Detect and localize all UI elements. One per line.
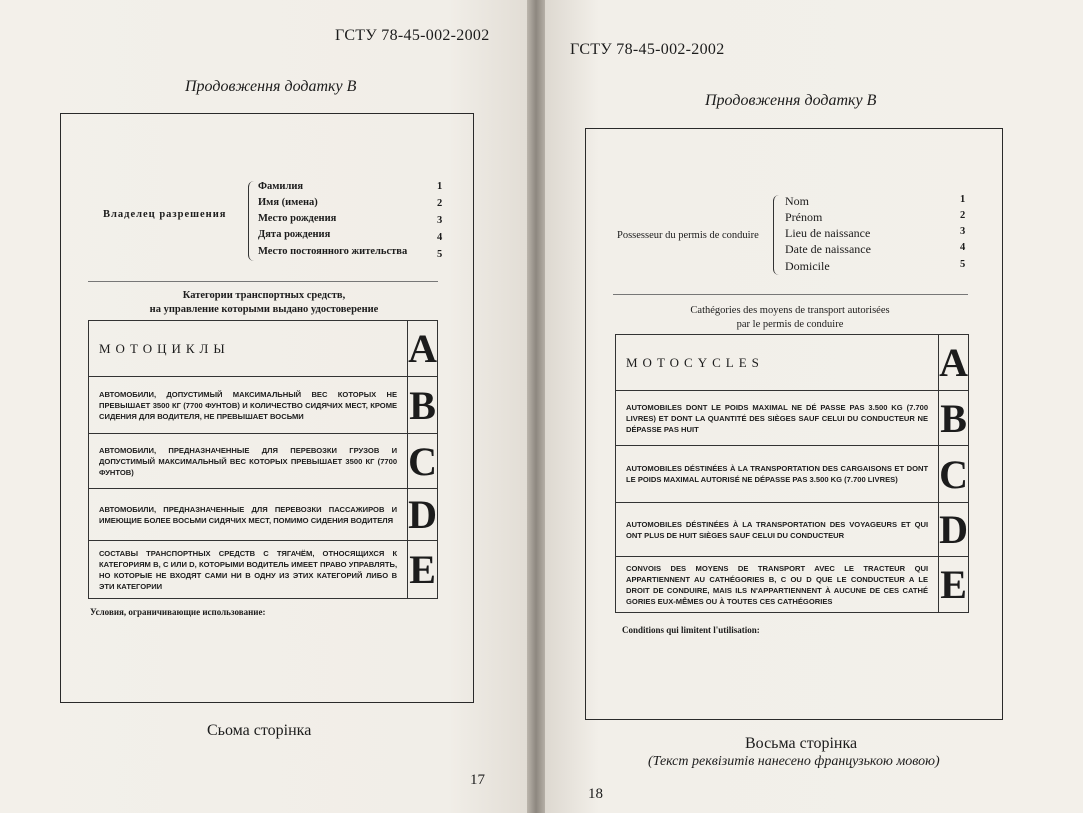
right-fields-brace xyxy=(773,195,779,275)
category-description: MOTOCYCLES xyxy=(616,335,939,391)
category-letter: B xyxy=(939,391,969,446)
right-field-number: 3 xyxy=(960,226,966,237)
left-categories-title-line1: Категории транспортных средств, xyxy=(182,290,346,301)
book-gutter xyxy=(527,0,545,813)
category-description: АВТОМОБИЛИ, ПРЕДНАЗНАЧЕННЫЕ ДЛЯ ПЕРЕВОЗКИ ГРУЗОВ И ДОПУСТИМЫЙ МАКСИМАЛЬНЫЙ ВЕС КОТОРЫХ ПРЕВЫШАЕТ 3500 КГ (7700 ФУНТОВ) xyxy=(89,434,408,489)
category-letter: D xyxy=(939,503,969,557)
table-row xyxy=(616,503,969,557)
right-field-label: Domicile xyxy=(785,259,830,273)
table-row xyxy=(616,446,969,503)
table-row xyxy=(89,321,438,377)
category-description: AUTOMOBILES DÉSTINÉES À LA TRANSPORTATION DES CARGAISONS ET DONT LE POIDS MAXIMAL AUTORISÉ NE DÉPASSE PAS 3.500 KG (7.700 LIVRES) xyxy=(616,446,939,503)
left-categories-table xyxy=(88,320,438,599)
right-field-number: 4 xyxy=(960,242,966,253)
right-categories-table xyxy=(615,334,969,613)
category-letter: C xyxy=(939,446,969,503)
left-subtitle: Продовження додатку В xyxy=(185,78,357,95)
table-row xyxy=(89,377,438,434)
table-row xyxy=(89,434,438,489)
table-row xyxy=(616,557,969,613)
category-letter: C xyxy=(408,434,438,489)
left-separator xyxy=(88,281,438,282)
right-page-caption: Восьма сторінка xyxy=(745,735,858,752)
right-field-label: Nom xyxy=(785,194,809,208)
left-field-number: 2 xyxy=(437,198,443,209)
right-field-label: Prénom xyxy=(785,210,823,224)
left-field-number: 3 xyxy=(437,215,443,226)
left-page xyxy=(0,0,527,813)
left-field-label: Фамилия xyxy=(258,181,304,192)
category-letter: A xyxy=(408,321,438,377)
right-page-number: 18 xyxy=(588,786,603,802)
left-standard-header: ГСТУ 78-45-002-2002 xyxy=(335,27,490,44)
left-field-label: Место рождения xyxy=(258,213,337,224)
category-letter: A xyxy=(939,335,969,391)
category-letter: B xyxy=(408,377,438,434)
left-owner-label: Владелец разрешения xyxy=(103,209,227,220)
right-categories-title-line2: par le permis de conduire xyxy=(736,319,844,330)
category-letter: E xyxy=(939,557,969,613)
right-categories-title-line1: Cathégories des moyens de transport autorisées xyxy=(690,305,890,316)
table-row xyxy=(89,489,438,541)
left-categories-title xyxy=(88,289,440,317)
left-field-number: 1 xyxy=(437,181,443,192)
left-field-label: Имя (имена) xyxy=(258,197,318,208)
left-page-caption: Сьома сторінка xyxy=(207,722,312,739)
category-description: АВТОМОБИЛИ, ДОПУСТИМЫЙ МАКСИМАЛЬНЫЙ ВЕС КОТОРЫХ НЕ ПРЕВЫШАЕТ 3500 КГ (7700 ФУНТОВ) И КОЛИЧЕСТВО СИДЯЧИХ МЕСТ, КРОМЕ СИДЕНИЯ ДЛЯ ВОДИТЕЛЯ, НЕ ПРЕВЫШАЕТ ВОСЬМИ xyxy=(89,377,408,434)
category-description: МОТОЦИКЛЫ xyxy=(89,321,408,377)
right-subtitle: Продовження додатку В xyxy=(705,92,877,109)
left-categories-title-line2: на управление которыми выдано удостоверение xyxy=(149,304,379,315)
table-row xyxy=(616,391,969,446)
table-row xyxy=(616,335,969,391)
category-description: АВТОМОБИЛИ, ПРЕДНАЗНАЧЕННЫЕ ДЛЯ ПЕРЕВОЗКИ ПАССАЖИРОВ И ИМЕЮЩИЕ БОЛЕЕ ВОСЬМИ СИДЯЧИХ МЕСТ, ПОМИМО СИДЕНИЯ ВОДИТЕЛЯ xyxy=(89,489,408,541)
right-field-number: 1 xyxy=(960,194,966,205)
left-field-number: 4 xyxy=(437,232,443,243)
right-field-number: 5 xyxy=(960,259,966,270)
right-page xyxy=(545,0,1083,813)
right-owner-label: Possesseur du permis de conduire xyxy=(617,230,759,241)
left-page-number: 17 xyxy=(470,772,485,788)
right-field-label: Date de naissance xyxy=(785,242,871,256)
left-field-number: 5 xyxy=(437,249,443,260)
category-description: CONVOIS DES MOYENS DE TRANSPORT AVEC LE TRACTEUR QUI APPARTIENNENT AU CATHÉGORIES B, C OU D QUE LE CONDUCTEUR A LE DROIT DE CONDUIRE, MAIS ILS N'APPARTIENNENT À AUCUNE DE CES CATHÉ GORIES EUX-MÊMES OU À TOUTES CES CATHÉGORIES xyxy=(616,557,939,613)
right-separator xyxy=(613,294,968,295)
left-fields-brace xyxy=(248,181,254,261)
right-standard-header: ГСТУ 78-45-002-2002 xyxy=(570,41,725,58)
category-description: СОСТАВЫ ТРАНСПОРТНЫХ СРЕДСТВ С ТЯГАЧЁМ, ОТНОСЯЩИХСЯ К КАТЕГОРИЯМ B, C ИЛИ D, КОТОРЫМИ ВОДИТЕЛЬ ИМЕЕТ ПРАВО УПРАВЛЯТЬ, НО КОТОРЫЕ НЕ ВХОДЯТ САМИ НИ В ОДНУ ИЗ ЭТИХ КАТЕГОРИЙ ЛИБО В ЭТИ КАТЕГОРИИ xyxy=(89,541,408,599)
category-description: AUTOMOBILES DÉSTINÉES À LA TRANSPORTATION DES VOYAGEURS ET QUI ONT PLUS DE HUIT SIÈGES SAUF CELUI DU CONDUCTEUR xyxy=(616,503,939,557)
right-field-number: 2 xyxy=(960,210,966,221)
right-categories-title xyxy=(615,304,965,332)
right-page-caption-note: (Текст реквізитів нанесено французькою мовою) xyxy=(648,754,940,769)
category-description: AUTOMOBILES DONT LE POIDS MAXIMAL NE DÉ PASSE PAS 3.500 KG (7.700 LIVRES) ET DONT LA QUANTITÉ DES SIÈGES SAUF CELUI DU CONDUCTEUR NE DÉPASSE PAS HUIT xyxy=(616,391,939,446)
right-field-label: Lieu de naissance xyxy=(785,226,871,240)
left-field-label: Дята рождения xyxy=(258,229,331,240)
left-field-label: Место постоянного жительства xyxy=(258,246,408,257)
category-letter: D xyxy=(408,489,438,541)
table-row xyxy=(89,541,438,599)
category-letter: E xyxy=(408,541,438,599)
right-conditions-label: Conditions qui limitent l'utilisation: xyxy=(622,625,760,635)
left-conditions-label: Условия, ограничивающие использование: xyxy=(90,607,266,617)
